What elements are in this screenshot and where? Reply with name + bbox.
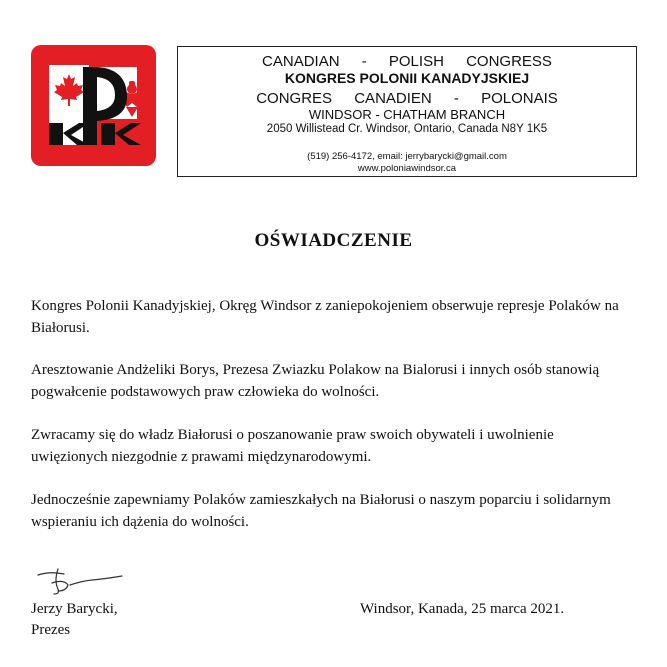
paragraph-2: Aresztowanie Andżeliki Borys, Prezesa Zwiazku Polakow na Bialorusi i innych osób stanowią pogwałcenie podstawowych praw człowieka do wolności.: [31, 362, 600, 400]
paragraph-1: Kongres Polonii Kanadyjskiej, Okręg Windsor z zaniepokojeniem obserwuje represje Polaków na Białorusi.: [31, 298, 619, 336]
signer-title: Prezes: [31, 622, 71, 638]
website: www.poloniawindsor.ca: [357, 163, 457, 174]
handwritten-signature: [30, 563, 130, 598]
kpk-logo: [31, 45, 156, 166]
letterhead-box: [177, 46, 637, 177]
paragraph-4: Jednocześnie zapewniamy Polaków zamieszkałych na Białorusi o naszym poparciu i solidarnym wspieraniu ich dążenia do wolności.: [31, 492, 611, 530]
place-and-date: Windsor, Kanada, 25 marca 2021.: [360, 601, 565, 617]
paragraph-3: Zwracamy się do władz Białorusi o poszanowanie praw swoich obywateli i uwolnienie uwięzionych niezgodnie z prawami międzynarodowymi.: [31, 427, 554, 465]
org-name-en: CANADIAN - POLISH CONGRESS: [262, 53, 552, 70]
org-name-pl: KONGRES POLONII KANADYJSKIEJ: [284, 70, 530, 86]
address: 2050 Willistead Cr. Windsor, Ontario, Canada N8Y 1K5: [266, 123, 548, 135]
signer-name: Jerzy Barycki,: [31, 601, 118, 617]
org-name-fr: CONGRES CANADIEN - POLONAIS: [256, 90, 558, 107]
contact-info: (519) 256-4172, email: jerrybarycki@gmail.com: [307, 151, 507, 162]
document-title: OŚWIADCZENIE: [254, 230, 413, 251]
branch-name: WINDSOR - CHATHAM BRANCH: [308, 107, 506, 122]
